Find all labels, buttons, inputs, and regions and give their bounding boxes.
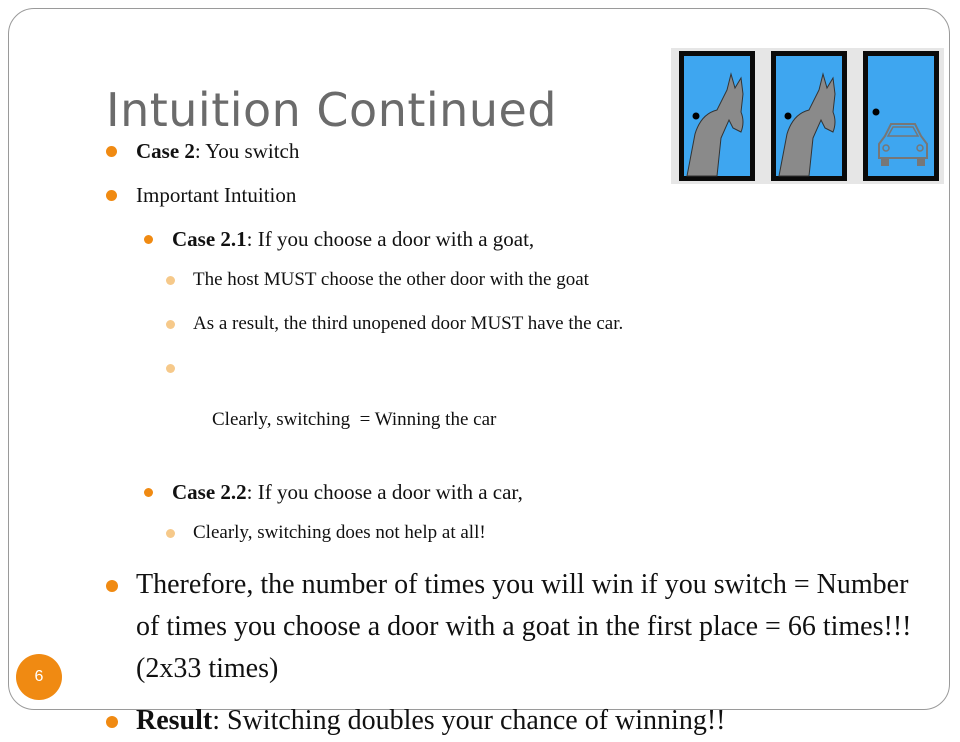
bullet-dot-icon	[106, 580, 118, 592]
result-label: Result	[136, 705, 213, 736]
slide-title: Intuition Continued	[106, 83, 557, 137]
bullet-therefore	[106, 564, 926, 690]
page-number: 6	[34, 668, 44, 685]
bullet-case-2-2	[106, 477, 926, 507]
result-text: : Switching doubles your chance of winning!!	[212, 705, 726, 736]
bullet-case-2	[106, 136, 926, 166]
case-2-2-text: : If you choose a door with a car,	[246, 480, 523, 504]
bullet-dot-icon	[106, 716, 118, 728]
therefore-text: Therefore, the number of times you will win if you switch = Number of times you choose a door with a goat in the first place = 66 times!!! (2x33 times)	[136, 569, 912, 684]
sub-bullet-host-goat	[106, 267, 926, 293]
sub-bullet-switching-wins	[106, 355, 926, 459]
bullet-dot-icon	[144, 235, 153, 244]
sub-bullet-third-door	[106, 311, 926, 337]
sub-bullet-dot-icon	[166, 364, 175, 373]
host-goat-text: The host MUST choose the other door with the goat	[193, 269, 589, 290]
case-2-text: : You switch	[194, 139, 300, 163]
bullet-case-2-1	[106, 224, 926, 254]
switching-wins-text: Clearly, switching = Winning the car	[212, 409, 497, 430]
sub-bullet-dot-icon	[166, 529, 175, 538]
bullet-result	[106, 700, 926, 742]
case-2-1-text: : If you choose a door with a goat,	[246, 227, 535, 251]
page-number-badge	[16, 654, 62, 700]
sub-bullet-dot-icon	[166, 276, 175, 285]
sub-bullet-dot-icon	[166, 320, 175, 329]
sub-bullet-no-help	[106, 520, 926, 546]
important-intuition-text: Important Intuition	[136, 183, 297, 207]
bullet-important-intuition	[106, 180, 926, 210]
bullet-dot-icon	[106, 190, 117, 201]
third-door-text: As a result, the third unopened door MUST have the car.	[193, 313, 624, 334]
no-help-text: Clearly, switching does not help at all!	[193, 522, 486, 543]
case-2-1-label: Case 2.1	[172, 227, 247, 251]
bullet-dot-icon	[144, 488, 153, 497]
case-2-label: Case 2	[136, 139, 195, 163]
bullet-dot-icon	[106, 146, 117, 157]
slide-body	[106, 136, 926, 742]
case-2-2-label: Case 2.2	[172, 480, 247, 504]
